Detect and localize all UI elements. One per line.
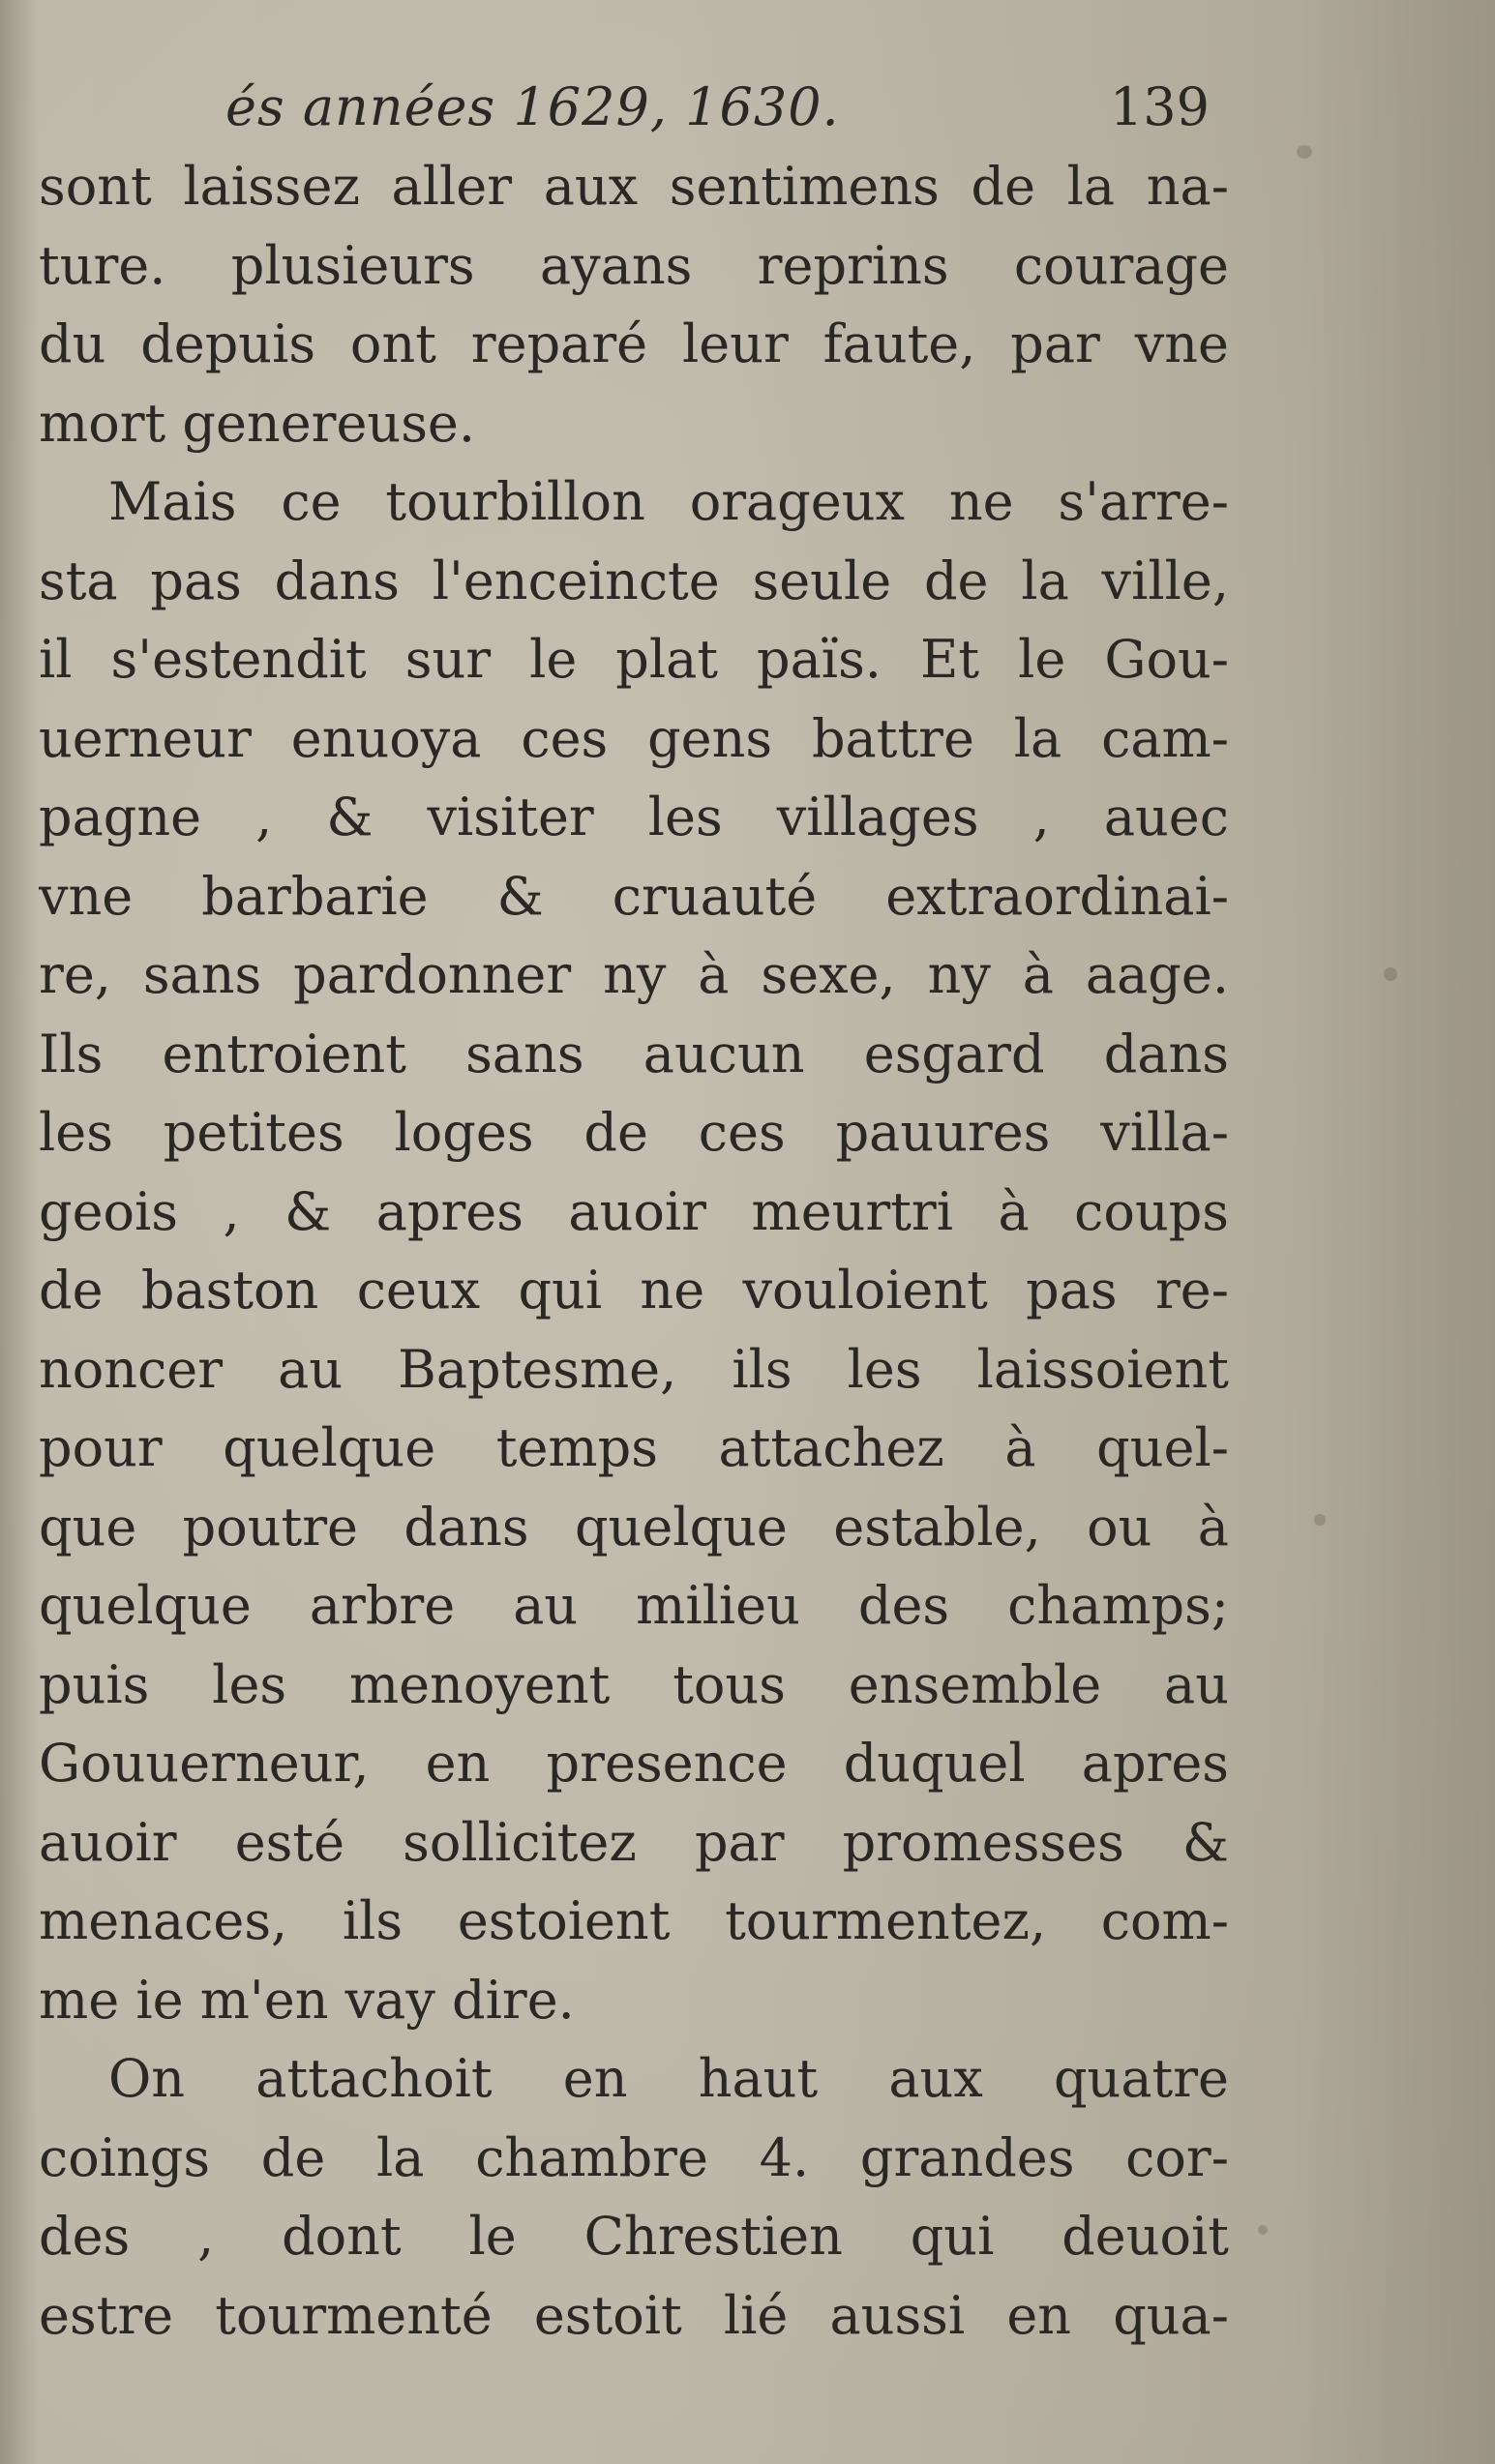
text-line: coings de la chambre 4. grandes cor- (39, 2126, 1229, 2188)
text-line: ture. plusieurs ayans reprins courage (39, 234, 1229, 296)
paper-stain (1297, 145, 1312, 159)
text-line: puis les menoyent tous ensemble au (39, 1653, 1229, 1715)
text-line: menaces, ils estoient tourmentez, com- (39, 1890, 1229, 1951)
paper-stain (1314, 1514, 1326, 1526)
text-line: Ils entroient sans aucun esgard dans (39, 1023, 1229, 1084)
paragraph-first-line: On attachoit en haut aux quatre (108, 2048, 1229, 2109)
paper-stain (1258, 2225, 1268, 2235)
page-number: 139 (1109, 76, 1210, 137)
text-line: sta pas dans l'enceincte seule de la ville, (39, 549, 1229, 611)
paragraph-first-line: Mais ce tourbillon orageux ne s'arre- (108, 471, 1229, 532)
paper-stain (1384, 967, 1397, 981)
page-header (39, 68, 1229, 147)
text-line: noncer au Baptesme, ils les laissoient (39, 1338, 1229, 1400)
text-line: estre tourmenté estoit lié aussi en qua- (39, 2284, 1229, 2346)
text-line: il s'estendit sur le plat païs. Et le Gou- (39, 629, 1229, 690)
text-line: que poutre dans quelque estable, ou à (39, 1496, 1229, 1558)
text-line: quelque arbre au milieu des champs; (39, 1575, 1229, 1636)
text-line: Gouuerneur, en presence duquel apres (39, 1733, 1229, 1794)
text-line: uerneur enuoya ces gens battre la cam- (39, 707, 1229, 769)
text-line: sont laissez aller aux sentimens de la na- (39, 156, 1229, 217)
text-line: pour quelque temps attachez à quel- (39, 1417, 1229, 1478)
text-line: auoir esté sollicitez par promesses & (39, 1811, 1229, 1873)
text-line: du depuis ont reparé leur faute, par vne (39, 313, 1229, 374)
text-line: vne barbarie & cruauté extraordinai- (39, 865, 1229, 927)
page-text (39, 68, 1229, 2355)
text-line: mort genereuse. (39, 392, 476, 454)
text-line: geois , & apres auoir meurtri à coups (39, 1180, 1229, 1242)
text-line: des , dont le Chrestien qui deuoit (39, 2206, 1229, 2267)
running-title: és années 1629, 1630. (225, 76, 840, 137)
text-line: de baston ceux qui ne vouloient pas re- (39, 1260, 1229, 1321)
text-line: me ie m'en vay dire. (39, 1969, 575, 2031)
text-line: re, sans pardonner ny à sexe, ny à aage. (39, 944, 1229, 1005)
text-line: les petites loges de ces pauures villa- (39, 1102, 1229, 1163)
text-line: pagne , & visiter les villages , auec (39, 787, 1229, 847)
